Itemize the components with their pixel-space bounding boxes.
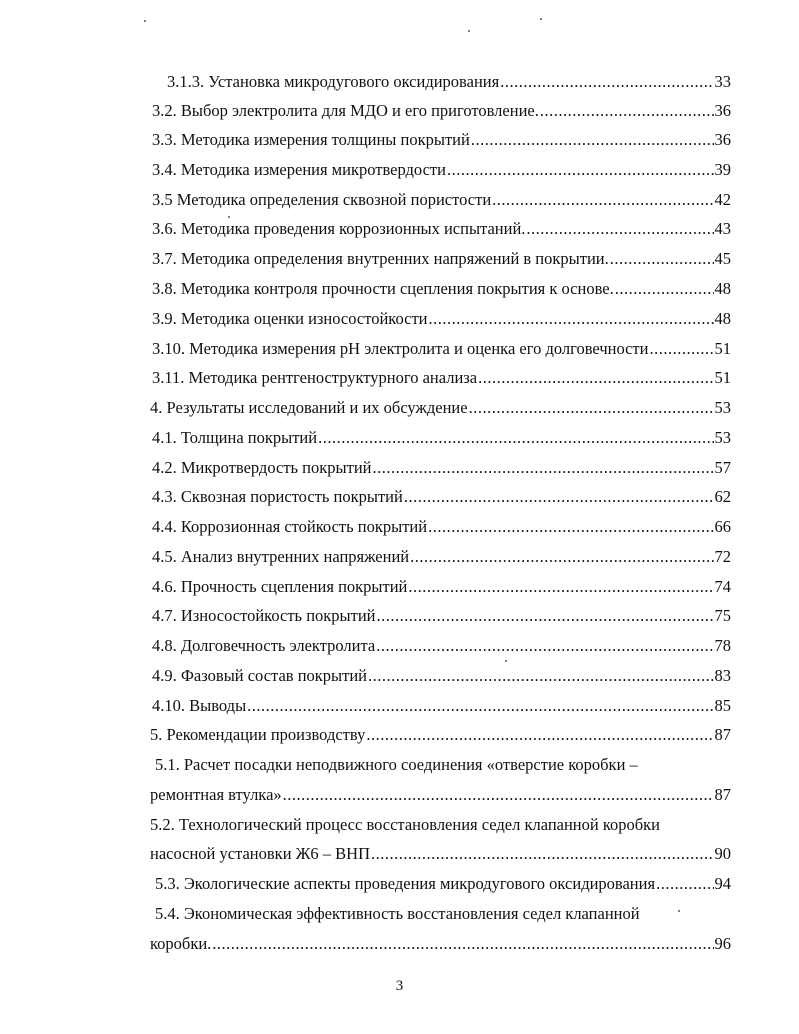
- toc-entry-page: 78: [714, 636, 731, 655]
- toc-leader-dots: [471, 126, 714, 154]
- toc-entry: [152, 215, 731, 243]
- scan-speck: [678, 910, 680, 912]
- toc-entry: [152, 424, 731, 452]
- toc-leader-dots: [610, 245, 714, 273]
- toc-entry: [152, 186, 731, 214]
- toc-entry-title: 5. Рекомендации производству: [150, 725, 366, 744]
- toc-entry-page: 66: [714, 517, 731, 536]
- toc-entry-page: 39: [714, 160, 731, 179]
- toc-entry-title: 5.3. Экологические аспекты проведения микродугового оксидирования: [155, 874, 656, 893]
- toc-entry-page: 33: [714, 72, 731, 91]
- toc-entry-title: 5.2. Технологический процесс восстановления седел клапанной коробки: [150, 815, 661, 834]
- toc-entry-page: 87: [714, 725, 731, 744]
- toc-entry-page: 53: [714, 398, 731, 417]
- toc-entry-title: коробки.: [150, 934, 212, 953]
- toc-entry: [150, 721, 731, 749]
- toc-leader-dots: [469, 394, 714, 422]
- toc-entry-title: 3.10. Методика измерения pH электролита и оценка его долговечности: [152, 339, 649, 358]
- toc-entry: [152, 632, 731, 660]
- toc-entry-title: 3.7. Методика определения внутренних напряжений в покрытии.: [152, 249, 609, 268]
- toc-entry: [150, 394, 731, 422]
- toc-entry-title: 4.4. Коррозионная стойкость покрытий: [152, 517, 428, 536]
- toc-entry-title: 4.8. Долговечность электролита: [152, 636, 376, 655]
- toc-leader-dots: [447, 156, 714, 184]
- toc-entry-page: 74: [714, 577, 731, 596]
- toc-entry-line: [155, 751, 638, 779]
- toc-entry-page: 62: [714, 487, 731, 506]
- toc-entry-page: 75: [714, 606, 731, 625]
- toc-entry-page: 43: [714, 219, 731, 238]
- toc-entry: [152, 513, 731, 541]
- toc-entry-title: ремонтная втулка»: [150, 785, 282, 804]
- toc-entry-line: [150, 811, 660, 839]
- toc-entry-page: 94: [714, 874, 731, 893]
- toc-entry-page: 48: [714, 279, 731, 298]
- toc-leader-dots: [656, 870, 713, 898]
- toc-entry-title: 3.4. Методика измерения микротвердости: [152, 160, 446, 179]
- toc-entry-title: 5.1. Расчет посадки неподвижного соединения «отверстие коробки –: [155, 755, 638, 774]
- toc-leader-dots: [366, 721, 713, 749]
- toc-leader-dots: [428, 513, 713, 541]
- toc-entry: [167, 68, 731, 96]
- toc-leader-dots: [247, 692, 713, 720]
- toc-entry-page: 36: [714, 130, 731, 149]
- toc-leader-dots: [318, 424, 713, 452]
- toc-leader-dots: [526, 215, 713, 243]
- toc-entry-title: 4. Результаты исследований и их обсуждение: [150, 398, 468, 417]
- toc-leader-dots: [429, 305, 714, 333]
- toc-entry-title: 4.6. Прочность сцепления покрытий: [152, 577, 408, 596]
- toc-entry-title: 5.4. Экономическая эффективность восстановления седел клапанной: [155, 904, 640, 923]
- toc-entry: [152, 335, 731, 363]
- toc-leader-dots: [649, 335, 713, 363]
- toc-entry-page: 36: [714, 101, 731, 120]
- toc-leader-dots: [500, 68, 713, 96]
- toc-leader-dots: [492, 186, 713, 214]
- toc-entry: [152, 364, 731, 392]
- toc-entry-page: 51: [714, 368, 731, 387]
- toc-entry-title: 3.3. Методика измерения толщины покрытий: [152, 130, 470, 149]
- toc-leader-dots: [408, 573, 713, 601]
- toc-leader-dots: [410, 543, 713, 571]
- toc-leader-dots: [615, 275, 714, 303]
- toc-entry-page: 85: [714, 696, 731, 715]
- toc-entry: [155, 870, 731, 898]
- toc-entry: [152, 275, 731, 303]
- toc-entry: [152, 245, 731, 273]
- toc-entry: [152, 543, 731, 571]
- toc-leader-dots: [377, 602, 714, 630]
- toc-entry-title: 3.8. Методика контроля прочности сцепления покрытия к основе.: [152, 279, 614, 298]
- toc-entry: [152, 305, 731, 333]
- toc-entry-page: 87: [714, 785, 731, 804]
- toc-entry: [152, 126, 731, 154]
- toc-entry: [152, 483, 731, 511]
- toc-entry-page: 83: [714, 666, 731, 685]
- toc-entry-page: 45: [714, 249, 731, 268]
- toc-entry-title: 4.2. Микротвердость покрытий: [152, 458, 372, 477]
- scan-speck: [468, 30, 470, 32]
- toc-leader-dots: [540, 97, 714, 125]
- toc-entry-title: 4.3. Сквозная пористость покрытий: [152, 487, 403, 506]
- toc-entry-title: 3.9. Методика оценки износостойкости: [152, 309, 428, 328]
- toc-entry: [152, 156, 731, 184]
- toc-entry-line: [155, 900, 640, 928]
- toc-entry-title: 4.1. Толщина покрытий: [152, 428, 318, 447]
- scan-speck: [228, 216, 230, 218]
- toc-entry-page: 48: [714, 309, 731, 328]
- toc-entry-title: насосной установки Ж6 – ВНП: [150, 844, 371, 863]
- toc-entry-title: 4.7. Износостойкость покрытий: [152, 606, 376, 625]
- scan-speck: [505, 660, 507, 662]
- toc-entry-title: 3.11. Методика рентгеноструктурного анализа: [152, 368, 478, 387]
- toc-entry-page: 51: [714, 339, 731, 358]
- toc-entry-title: 3.2. Выбор электролита для МДО и его приготовление.: [152, 101, 539, 120]
- toc-entry-page: 53: [714, 428, 731, 447]
- toc-entry: [150, 930, 731, 958]
- page-number: 3: [395, 978, 404, 994]
- toc-entry-title: 3.1.3. Установка микродугового оксидирования: [167, 72, 500, 91]
- toc-entry-title: 3.6. Методика проведения коррозионных испытаний.: [152, 219, 526, 238]
- toc-entry-title: 3.5 Методика определения сквозной пористости: [152, 190, 492, 209]
- toc-entry-page: 42: [714, 190, 731, 209]
- toc-entry-page: 57: [714, 458, 731, 477]
- toc-leader-dots: [372, 454, 713, 482]
- toc-entry-title: 4.9. Фазовый состав покрытий: [152, 666, 367, 685]
- toc-entry: [152, 662, 731, 690]
- toc-entry: [152, 602, 731, 630]
- toc-leader-dots: [376, 632, 713, 660]
- toc-leader-dots: [283, 781, 714, 809]
- toc-leader-dots: [368, 662, 714, 690]
- toc-leader-dots: [371, 840, 713, 868]
- toc-entry: [152, 692, 731, 720]
- toc-entry-page: 90: [714, 844, 731, 863]
- toc-entry: [150, 781, 731, 809]
- toc-leader-dots: [404, 483, 714, 511]
- toc-entry: [152, 573, 731, 601]
- toc-leader-dots: [478, 364, 713, 392]
- toc-entry-title: 4.10. Выводы: [152, 696, 247, 715]
- toc-entry: [150, 840, 731, 868]
- toc-entry: [152, 454, 731, 482]
- toc-entry-page: 72: [714, 547, 731, 566]
- toc-entry: [152, 97, 731, 125]
- scan-speck: [144, 20, 146, 22]
- toc-entry-page: 96: [714, 934, 731, 953]
- toc-entry-title: 4.5. Анализ внутренних напряжений: [152, 547, 410, 566]
- scan-speck: [540, 18, 542, 20]
- toc-leader-dots: [212, 930, 713, 958]
